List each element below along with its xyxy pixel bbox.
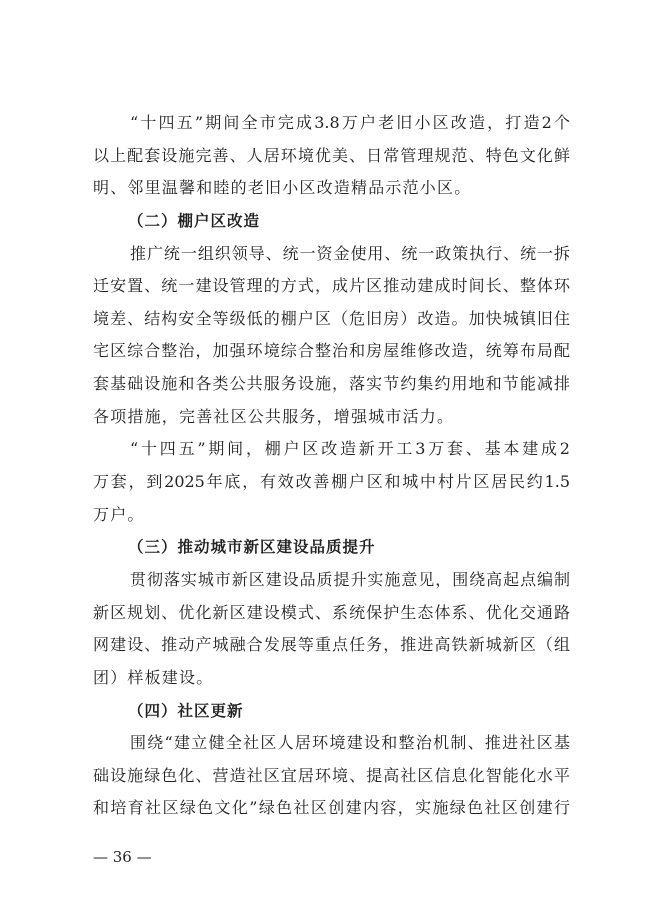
text-line: 境差、结构安全等级低的棚户区（危旧房）改造。加快城镇旧住 (93, 308, 570, 328)
paragraph (93, 107, 570, 205)
paragraph (93, 238, 570, 434)
page-number: — 36 — (93, 848, 152, 866)
text-line: 贯彻落实城市新区建设品质提升实施意见，围绕高起点编制 (130, 569, 570, 589)
text-line: 础设施绿色化、营造社区宜居环境、提高社区信息化智能化水平 (93, 765, 570, 785)
text-line: “十四五”期间全市完成3.8万户老旧小区改造，打造2个 (130, 113, 570, 132)
text-line: 以上配套设施完善、人居环境优美、日常管理规范、特色文化鲜 (93, 145, 570, 165)
text-line: 新区规划、优化新区建设模式、系统保护生态体系、优化交通路 (93, 602, 570, 622)
text-line: 各项措施，完善社区公共服务，增强城市活力。 (93, 406, 455, 426)
text-line: 明、邻里温馨和睦的老旧小区改造精品示范小区。 (93, 178, 472, 198)
text-line: 推广统一组织领导、统一资金使用、统一政策执行、统一拆 (130, 243, 570, 263)
section-heading (93, 205, 570, 238)
heading-text: （四）社区更新 (128, 701, 244, 720)
text-line: 万套，到2025年底，有效改善棚户区和城中村片区居民约1.5 (93, 472, 570, 492)
paragraph (93, 433, 570, 531)
text-line: 迁安置、统一建设管理的方式，成片区推动建成时间长、整体环 (93, 276, 570, 296)
section-heading (93, 531, 570, 564)
text-line: 宅区综合整治，加强环境综合整治和房屋维修改造，统筹布局配 (93, 341, 570, 361)
text-line: 网建设、推动产城融合发展等重点任务，推进高铁新城新区（组 (93, 635, 570, 655)
text-line: 万户。 (93, 504, 145, 524)
heading-text: （二）棚户区改造 (128, 211, 261, 230)
paragraph (93, 564, 570, 695)
text-line: “十四五”期间，棚户区改造新开工3万套、基本建成2 (130, 439, 570, 459)
text-line: 套基础设施和各类公共服务设施，落实节约集约用地和节能减排 (93, 374, 570, 394)
paragraph (93, 727, 570, 825)
section-heading (93, 695, 570, 728)
text-line: 团）样板建设。 (93, 667, 214, 687)
text-line: 围绕“建立健全社区人居环境建设和整治机制、推进社区基 (130, 733, 570, 753)
heading-text: （三）推动城市新区建设品质提升 (128, 538, 376, 557)
text-line: 和培育社区绿色文化”绿色社区创建内容，实施绿色社区创建行 (93, 798, 570, 818)
document-body (93, 107, 570, 825)
